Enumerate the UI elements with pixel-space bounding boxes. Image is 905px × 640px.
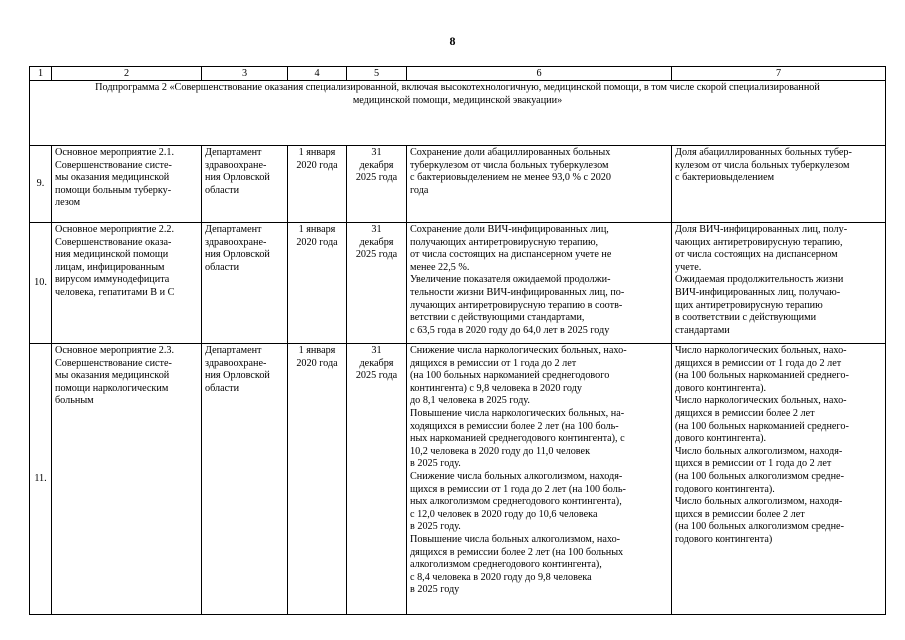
cell-line: Повышение числа больных алкоголизмом, нахо- bbox=[410, 533, 621, 545]
cell-line: дящихся в ремиссии более 2 лет (на 100 больных bbox=[410, 546, 624, 558]
table-row bbox=[30, 146, 886, 223]
cell-line: 1 января bbox=[298, 147, 336, 158]
cell-line: дящихся в ремиссии более 2 лет bbox=[675, 407, 815, 419]
cell-line: 2025 года bbox=[355, 370, 398, 382]
cell-line: 2020 года bbox=[296, 159, 338, 171]
cell-line: дящихся в ремиссии от 1 года до 2 лет bbox=[675, 357, 842, 369]
subprogram-line: медицинской помощи, медицинской эвакуации» bbox=[352, 94, 563, 106]
cell-line: щих антиретровирусную терапию bbox=[675, 299, 823, 311]
cell-line: 31 bbox=[371, 345, 382, 356]
cell-line: Департамент bbox=[205, 345, 262, 356]
page-number: 8 bbox=[449, 34, 456, 48]
header-cell: 6 bbox=[407, 67, 672, 81]
header-cell: 3 bbox=[202, 67, 288, 81]
cell-line: Департамент bbox=[205, 147, 262, 158]
cell-line: алкоголизмом среднегодового контингента), bbox=[410, 559, 602, 571]
cell-line: области bbox=[205, 184, 240, 196]
cell-line: в 2025 году. bbox=[410, 458, 461, 470]
cell-line: получающих антиретровирусную терапию, bbox=[410, 236, 599, 248]
cell-line: 10,2 человека в 2020 году до 11,0 человек bbox=[410, 445, 591, 457]
row-number: 11. bbox=[30, 344, 52, 615]
cell-line: ных наркоманией среднегодового контингента), с bbox=[410, 433, 625, 445]
cell-line: щихся в ремиссии более 2 лет bbox=[675, 508, 805, 520]
cell-line: 1 января bbox=[298, 345, 336, 356]
start-date-cell bbox=[288, 344, 347, 615]
cell-line: кулезом от числа больных туберкулезом bbox=[675, 159, 850, 171]
executor-cell bbox=[202, 344, 288, 615]
cell-line: дового контингента). bbox=[675, 433, 767, 445]
cell-line: ния Орловской bbox=[205, 172, 270, 184]
cell-line: 31 bbox=[371, 147, 382, 158]
cell-line: мы оказания медицинской bbox=[55, 172, 170, 184]
cell-line: 2020 года bbox=[296, 357, 338, 369]
cell-line: Основное мероприятие 2.1. bbox=[55, 147, 175, 158]
indicator-cell bbox=[672, 223, 886, 344]
cell-line: в 2025 году. bbox=[410, 521, 461, 533]
subprogram-row bbox=[30, 81, 886, 146]
cell-line: здравоохране- bbox=[205, 236, 267, 248]
cell-line: Совершенствование систе- bbox=[55, 159, 172, 171]
cell-line: ния Орловской bbox=[205, 249, 270, 261]
event-cell bbox=[52, 223, 202, 344]
result-cell bbox=[407, 223, 672, 344]
cell-line: ния медицинской помощи bbox=[55, 249, 169, 261]
end-date-cell bbox=[347, 223, 407, 344]
cell-line: декабря bbox=[359, 357, 394, 369]
cell-line: Доля абациллированных больных тубер- bbox=[675, 147, 852, 158]
cell-line: ния Орловской bbox=[205, 370, 270, 382]
indicator-cell bbox=[672, 146, 886, 223]
cell-line: декабря bbox=[359, 159, 394, 171]
row-number: 9. bbox=[30, 146, 52, 223]
cell-line: с бактериовыделением bbox=[675, 172, 775, 184]
result-cell bbox=[407, 146, 672, 223]
cell-line: ветствии с действующими стандартами, bbox=[410, 312, 585, 324]
executor-cell bbox=[202, 223, 288, 344]
cell-line: здравоохране- bbox=[205, 357, 267, 369]
cell-line: 2020 года bbox=[296, 236, 338, 248]
event-cell bbox=[52, 344, 202, 615]
cell-line: года bbox=[410, 184, 429, 196]
subprogram-title bbox=[30, 81, 886, 146]
cell-line: менее 22,5 %. bbox=[410, 261, 470, 273]
cell-line: от числа состоящих на диспансерном bbox=[675, 249, 838, 261]
cell-line: с 8,4 человека в 2020 году до 9,8 человека bbox=[410, 571, 592, 583]
cell-line: 31 bbox=[371, 224, 382, 235]
cell-line: Совершенствование оказа- bbox=[55, 236, 172, 248]
header-cell: 4 bbox=[288, 67, 347, 81]
cell-line: помощи наркологическим bbox=[55, 382, 169, 394]
cell-line: ходящихся в ремиссии более 2 лет (на 100 боль- bbox=[410, 420, 619, 432]
cell-line: 2025 года bbox=[355, 249, 398, 261]
cell-line: Доля ВИЧ-инфицированных лиц, полу- bbox=[675, 224, 848, 235]
cell-line: здравоохране- bbox=[205, 159, 267, 171]
cell-line: в 2025 году bbox=[410, 584, 460, 596]
cell-line: чающих антиретровирусную терапию, bbox=[675, 236, 843, 248]
start-date-cell bbox=[288, 146, 347, 223]
cell-line: Число наркологических больных, нахо- bbox=[675, 395, 847, 407]
cell-line: вирусом иммунодефицита bbox=[55, 274, 170, 286]
cell-line: ВИЧ-инфицированных лиц, получаю- bbox=[675, 286, 841, 298]
table-row bbox=[30, 223, 886, 344]
cell-line: (на 100 больных наркоманией среднего- bbox=[675, 370, 849, 382]
cell-line: Совершенствование систе- bbox=[55, 357, 172, 369]
result-cell bbox=[407, 344, 672, 615]
cell-line: Число больных алкоголизмом, находя- bbox=[675, 445, 843, 457]
header-cell: 5 bbox=[347, 67, 407, 81]
header-cell: 1 bbox=[30, 67, 52, 81]
cell-line: (на 100 больных алкоголизмом средне- bbox=[675, 521, 844, 533]
cell-line: учете. bbox=[675, 261, 702, 273]
cell-line: от числа состоящих на диспансерном учете не bbox=[410, 249, 612, 261]
cell-line: годового контингента) bbox=[675, 533, 773, 545]
cell-line: Снижение числа больных алкоголизмом, находя- bbox=[410, 470, 623, 482]
cell-line: Основное мероприятие 2.2. bbox=[55, 224, 175, 235]
end-date-cell bbox=[347, 344, 407, 615]
cell-line: мы оказания медицинской bbox=[55, 370, 170, 382]
cell-line: дового контингента). bbox=[675, 382, 767, 394]
cell-line: до 8,1 человека в 2025 году. bbox=[410, 395, 530, 407]
cell-line: стандартами bbox=[675, 324, 730, 336]
cell-line: Увеличение показателя ожидаемой продолжи- bbox=[410, 274, 611, 286]
cell-line: в соответствии с действующими bbox=[675, 312, 817, 324]
cell-line: туберкулезом от числа больных туберкулезом bbox=[410, 159, 609, 171]
header-cell: 7 bbox=[672, 67, 886, 81]
cell-line: Департамент bbox=[205, 224, 262, 235]
cell-line: Ожидаемая продолжительность жизни bbox=[675, 274, 844, 286]
cell-line: годового контингента). bbox=[675, 483, 775, 495]
cell-line: с бактериовыделением не менее 93,0 % с 2020 bbox=[410, 172, 611, 184]
cell-line: (на 100 больных наркоманией среднего- bbox=[675, 420, 849, 432]
program-table bbox=[29, 66, 886, 615]
cell-line: тельности жизни ВИЧ-инфицированных лиц, по- bbox=[410, 286, 625, 298]
cell-line: больным bbox=[55, 395, 94, 407]
indicator-cell bbox=[672, 344, 886, 615]
cell-line: (на 100 больных наркоманией среднегодового bbox=[410, 370, 610, 382]
cell-line: 1 января bbox=[298, 224, 336, 235]
header-row bbox=[30, 67, 886, 81]
cell-line: (на 100 больных алкоголизмом средне- bbox=[675, 470, 844, 482]
header-cell: 2 bbox=[52, 67, 202, 81]
cell-line: Число больных алкоголизмом, находя- bbox=[675, 496, 843, 508]
cell-line: щихся в ремиссии от 1 года до 2 лет (на 100 боль- bbox=[410, 483, 626, 495]
event-cell bbox=[52, 146, 202, 223]
cell-line: с 12,0 человек в 2020 году до 10,6 человека bbox=[410, 508, 598, 520]
cell-line: Снижение числа наркологических больных, нахо- bbox=[410, 345, 627, 356]
cell-line: Сохранение доли ВИЧ-инфицированных лиц, bbox=[410, 224, 609, 235]
cell-line: декабря bbox=[359, 236, 394, 248]
cell-line: области bbox=[205, 382, 240, 394]
cell-line: Сохранение доли абациллированных больных bbox=[410, 147, 611, 158]
end-date-cell bbox=[347, 146, 407, 223]
cell-line: области bbox=[205, 261, 240, 273]
start-date-cell bbox=[288, 223, 347, 344]
cell-line: контингента) с 9,8 человека в 2020 году bbox=[410, 382, 582, 394]
cell-line: дящихся в ремиссии от 1 года до 2 лет bbox=[410, 357, 577, 369]
cell-line: помощи больным туберку- bbox=[55, 184, 172, 196]
cell-line: 2025 года bbox=[355, 172, 398, 184]
row-number: 10. bbox=[30, 223, 52, 344]
cell-line: с 63,5 года в 2020 году до 64,0 лет в 2025 году bbox=[410, 324, 610, 336]
cell-line: лезом bbox=[55, 197, 81, 209]
cell-line: лучающих антиретровирусную терапию в соотв- bbox=[410, 299, 623, 311]
cell-line: Число наркологических больных, нахо- bbox=[675, 345, 847, 356]
cell-line: ных алкоголизмом среднегодового контингента), bbox=[410, 496, 622, 508]
cell-line: Повышение числа наркологических больных, на- bbox=[410, 407, 625, 419]
cell-line: Основное мероприятие 2.3. bbox=[55, 345, 175, 356]
cell-line: щихся в ремиссии от 1 года до 2 лет bbox=[675, 458, 832, 470]
cell-line: человека, гепатитами В и С bbox=[55, 286, 175, 298]
executor-cell bbox=[202, 146, 288, 223]
cell-line: лицам, инфицированным bbox=[55, 261, 165, 273]
subprogram-line: Подпрограмма 2 «Совершенствование оказания специализированной, включая высокотехнологичную, медицинской помощи, в том числе скорой специализированной bbox=[95, 82, 820, 93]
table-row bbox=[30, 344, 886, 615]
